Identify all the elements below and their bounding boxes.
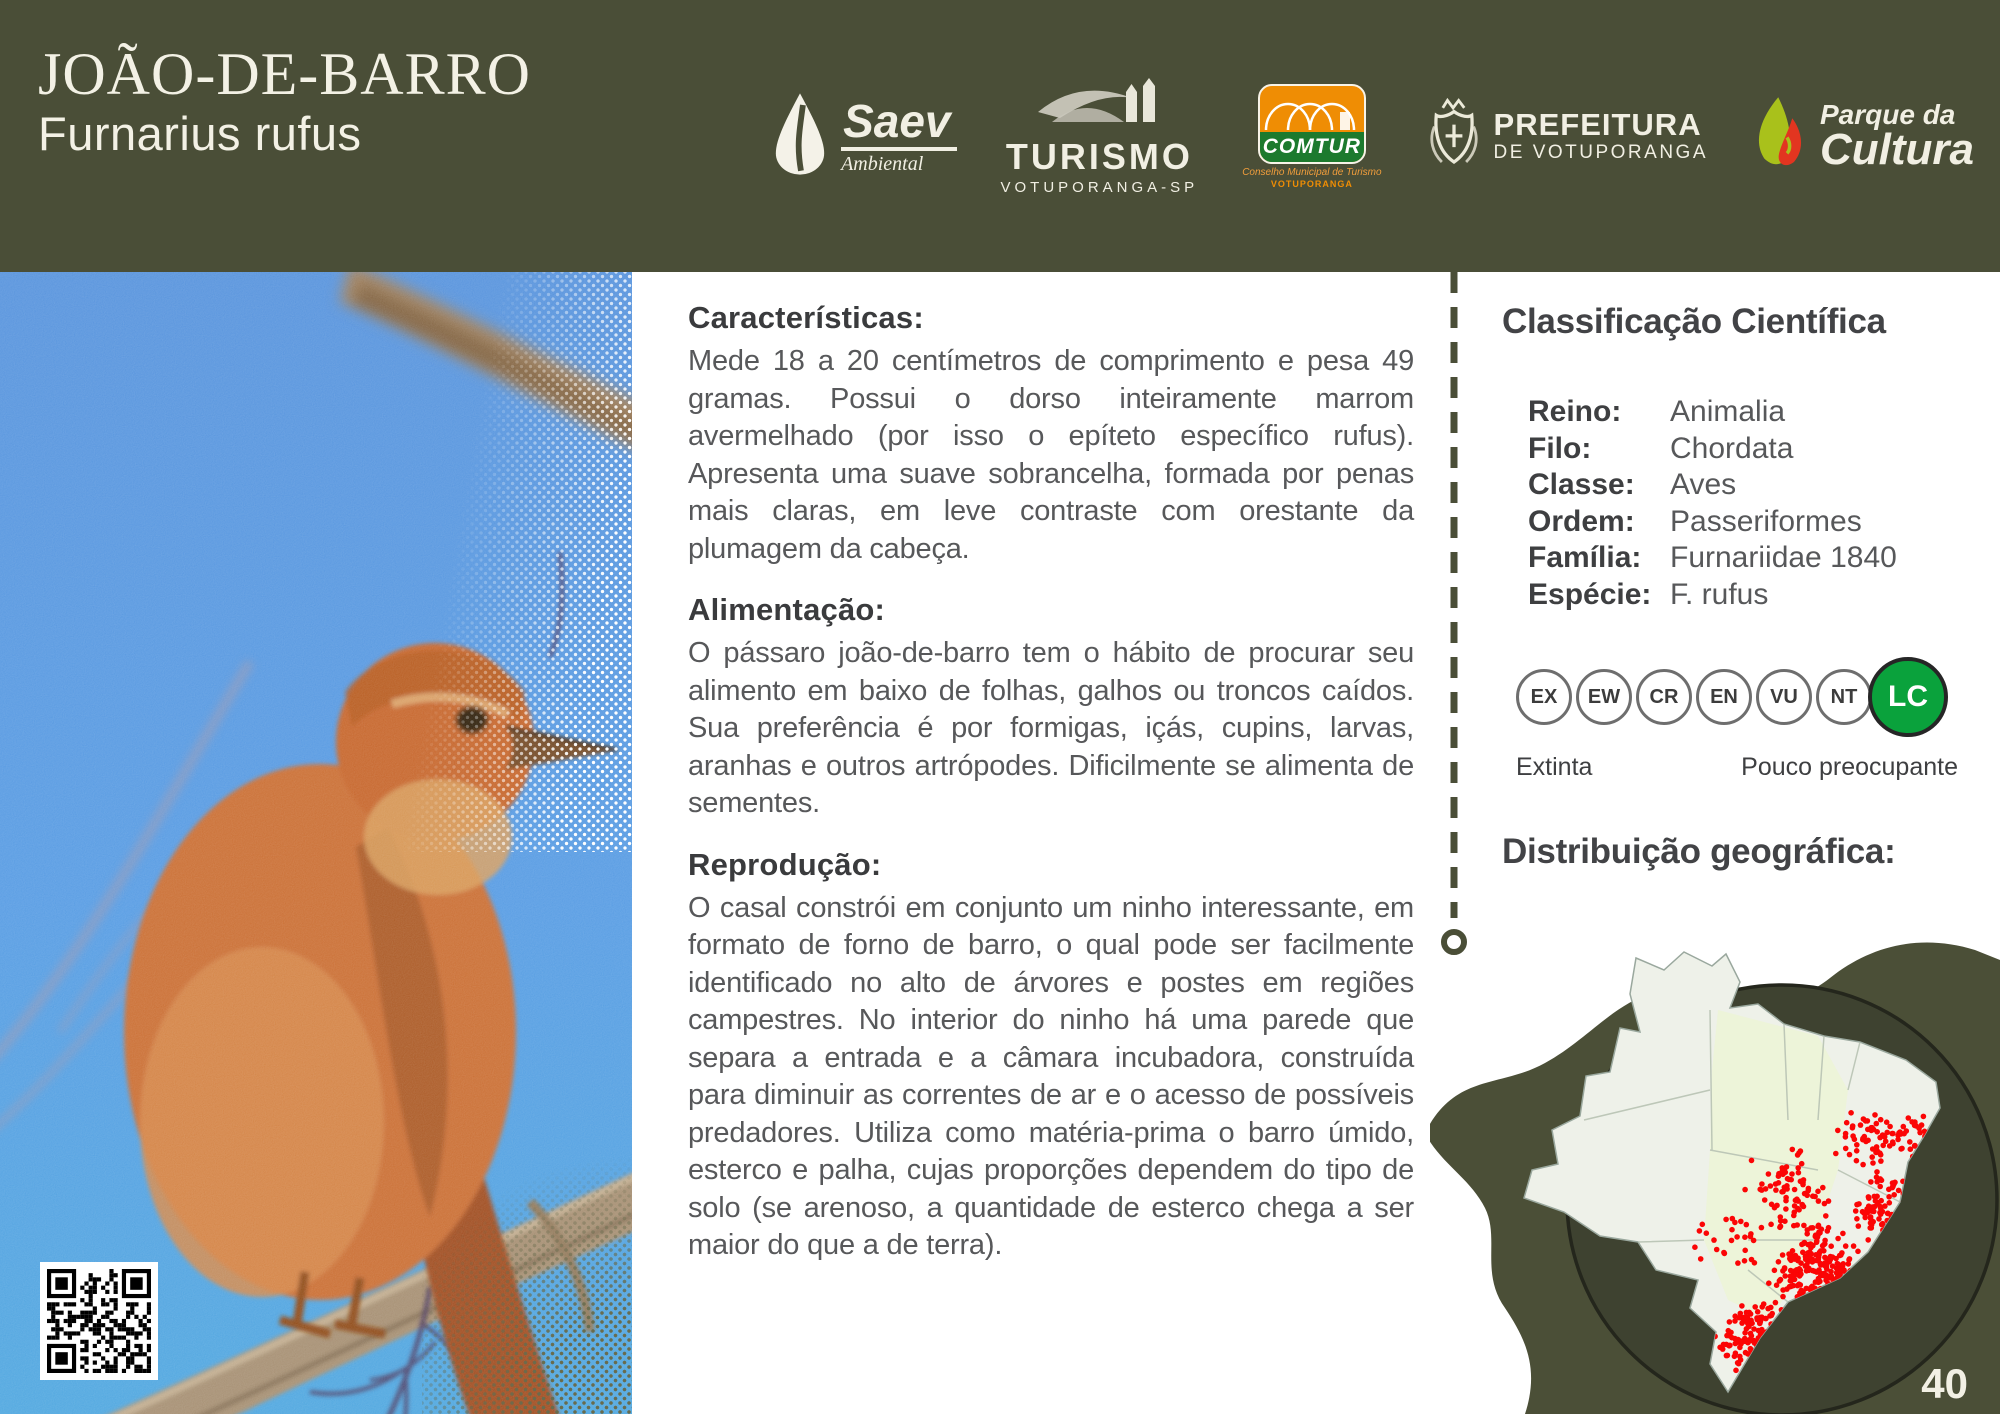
saev-logo-subtext: Ambiental	[841, 152, 924, 175]
prefeitura-logo-subtext: DE VOTUPORANGA	[1493, 141, 1708, 163]
table-row	[1528, 467, 1980, 504]
row-label: Classe:	[1528, 468, 1635, 501]
row-value: Animalia	[1670, 395, 1786, 428]
row-label: Filo:	[1528, 431, 1592, 465]
scale-left-label: Extinta	[1516, 753, 1593, 781]
turismo-logo-text: TURISMO	[1005, 136, 1193, 177]
logo-saev	[771, 91, 956, 182]
classification-column	[1502, 302, 1980, 872]
status-badge-vu: VU	[1756, 669, 1812, 725]
qr-code	[40, 1262, 158, 1380]
conservation-scale-labels	[1516, 753, 1958, 782]
row-value: Aves	[1670, 468, 1737, 501]
parque-logo-line2: Cultura	[1820, 125, 1974, 174]
status-badge-ex: EX	[1516, 669, 1572, 725]
row-label: Reino:	[1528, 395, 1622, 428]
species-scientific-name: Furnarius rufus	[38, 107, 362, 160]
section-heading: Reprodução:	[688, 846, 882, 882]
row-value: Passeriformes	[1670, 504, 1862, 538]
comtur-logo-subtext: Conselho Municipal de Turismo	[1242, 166, 1382, 178]
turismo-logo-subtext: VOTUPORANGA-SP	[1000, 179, 1199, 196]
bird-photo-illustration	[0, 272, 632, 1414]
status-badge-en: EN	[1696, 669, 1752, 725]
page-number: 40	[1921, 1360, 1968, 1407]
section-body: O casal constrói em conjunto um ninho interessante, em formato de forno de barro, o qual pode ser facilmente identificado no alto de árvores e postes em regiões campestres. No interior do ninho há uma parede que separa a entrada e a câmara incubadora, construída para diminuir as correntes de ar e o acesso de possíveis predadores. Utiliza como matéria-prima o barro úmido, esterco e palha, cujas proporções dependem do tipo de solo (se arenoso, a quantidade de esterco chega a ser maior do que a de terra).	[688, 891, 1414, 1261]
water-drop-icon	[771, 91, 829, 182]
section-heading: Características:	[688, 300, 924, 335]
table-row	[1528, 540, 1980, 577]
status-badge-ew: EW	[1576, 669, 1632, 725]
row-value: Chordata	[1670, 431, 1794, 465]
status-badge-lc-active: LC	[1868, 657, 1948, 737]
classification-title: Classificação Científica	[1502, 302, 1886, 341]
section-body: Mede 18 a 20 centímetros de comprimento e pesa 49 gramas. Possui o dorso inteiramente marrom avermelhado (por isso o epíteto específico rufus). Apresenta uma suave sobrancelha, formada por penas mais claras, em leve contraste com orestante da plumagem da cabeça.	[688, 345, 1414, 565]
comtur-logo-city: VOTUPORANGA	[1270, 178, 1353, 189]
title-block	[38, 42, 531, 160]
conservation-status-scale	[1516, 657, 1980, 737]
section-body: O pássaro joão-de-barro tem o hábito de procurar seu alimento em baixo de folhas, galhos ou troncos caídos. Sua preferência é por formigas, içás, cupins, larvas, aranhas e outros artrópodes. Dificilmente se alimenta de sementes.	[688, 637, 1414, 819]
section-reproducao	[688, 847, 1414, 1265]
page-title: JOÃO-DE-BARRO	[38, 41, 531, 107]
table-row	[1528, 577, 1980, 614]
row-label: Espécie:	[1528, 577, 1652, 611]
row-value: Furnariidae 1840	[1670, 541, 1897, 574]
city-crest-icon	[1426, 96, 1482, 177]
saev-logo-text: Saev	[841, 97, 956, 151]
status-badge-cr: CR	[1636, 669, 1692, 725]
pavilion-icon	[1034, 76, 1164, 137]
section-heading: Alimentação:	[688, 592, 886, 627]
leaf-flame-icon	[1752, 93, 1808, 180]
parque-logo-line1: Parque da	[1820, 99, 1956, 130]
comtur-badge-icon	[1258, 84, 1366, 164]
table-row	[1528, 394, 1980, 431]
header-bar	[0, 0, 2000, 272]
description-column	[688, 300, 1414, 1289]
logo-parque-da-cultura	[1752, 93, 1974, 180]
brazil-map-illustration	[1430, 938, 2000, 1414]
distribution-title: Distribuição geográfica:	[1502, 832, 1896, 871]
section-alimentacao	[688, 592, 1414, 823]
table-row	[1528, 504, 1980, 541]
comtur-logo-text: COMTUR	[1262, 134, 1361, 158]
row-label: Família:	[1528, 541, 1642, 574]
table-row	[1528, 431, 1980, 468]
status-badge-nt: NT	[1816, 669, 1872, 725]
row-label: Ordem:	[1528, 504, 1635, 538]
section-caracteristicas	[688, 300, 1414, 568]
scale-right-label: Pouco preocupante	[1741, 753, 1958, 781]
classification-table	[1528, 394, 1980, 613]
prefeitura-logo-text: PREFEITURA	[1493, 106, 1702, 142]
row-value: F. rufus	[1670, 577, 1769, 611]
logo-row	[771, 0, 1974, 272]
dashed-divider	[1438, 272, 1472, 972]
bird-photo	[0, 272, 632, 1414]
logo-turismo	[1001, 76, 1199, 196]
logo-prefeitura	[1426, 96, 1708, 177]
logo-comtur	[1242, 84, 1381, 189]
distribution-map	[1430, 938, 2000, 1414]
